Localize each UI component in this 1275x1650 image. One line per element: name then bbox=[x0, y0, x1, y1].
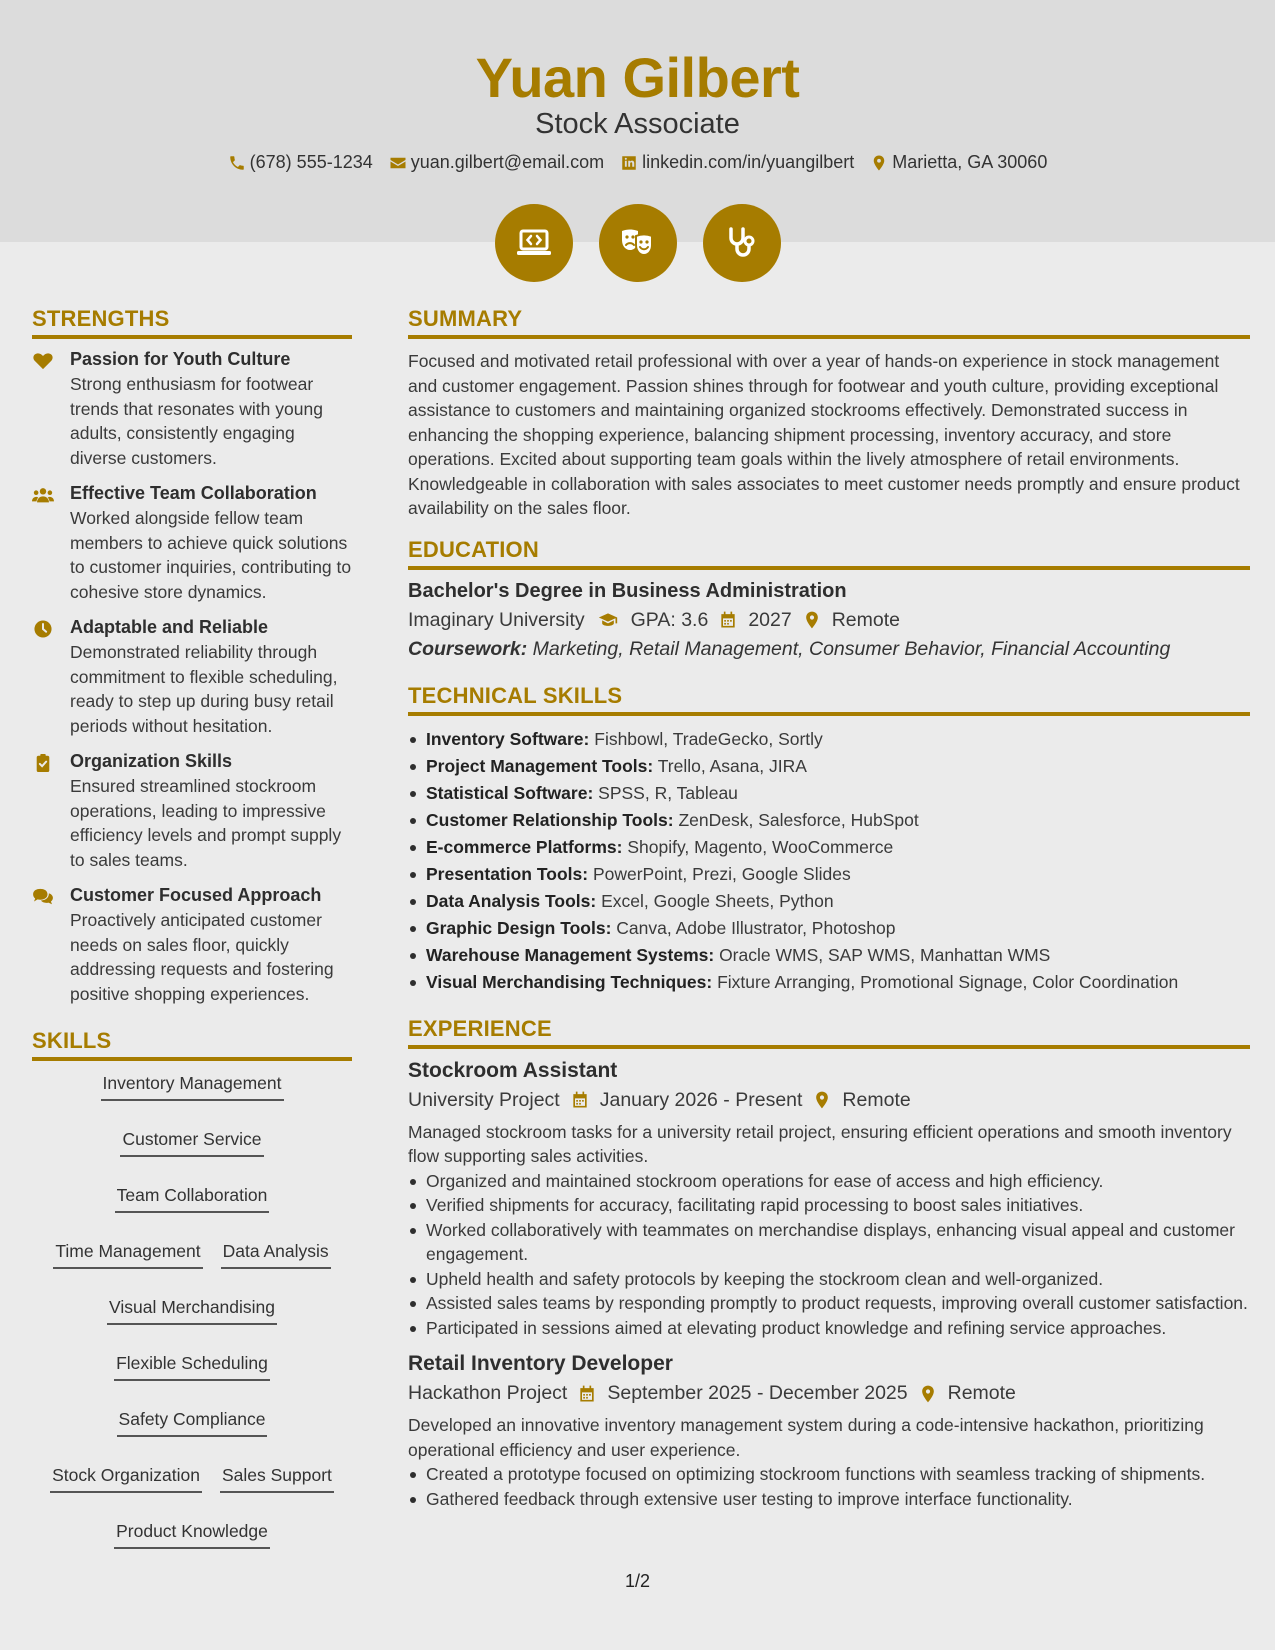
degree-title: Bachelor's Degree in Business Administration bbox=[408, 579, 847, 602]
strength-title: Adaptable and Reliable bbox=[70, 617, 269, 637]
tech-skill-value: Trello, Asana, JIRA bbox=[657, 755, 807, 776]
list-item bbox=[408, 807, 1250, 834]
linkedin-icon bbox=[620, 154, 638, 172]
list-item bbox=[408, 942, 1250, 969]
list-item: Verified shipments for accuracy, facilitating rapid processing to boost sales initiatives. bbox=[408, 1193, 1250, 1218]
badge-row bbox=[0, 204, 1275, 282]
tech-skill-value: Oracle WMS, SAP WMS, Manhattan WMS bbox=[719, 944, 1051, 965]
list-item: Assisted sales teams by responding promptly to product requests, improving overall customer satisfaction. bbox=[408, 1291, 1250, 1316]
job-role: Stockroom Assistant bbox=[408, 1058, 618, 1082]
job-entry bbox=[408, 1059, 1250, 1341]
list-item bbox=[408, 888, 1250, 915]
education-heading: EDUCATION bbox=[408, 537, 1250, 570]
masks-badge bbox=[599, 204, 677, 282]
tech-skill-value: Canva, Adobe Illustrator, Photoshop bbox=[616, 917, 896, 938]
tech-skill-value: Excel, Google Sheets, Python bbox=[601, 890, 834, 911]
job-location: Remote bbox=[947, 1382, 1016, 1404]
skill-tag: Sales Support bbox=[220, 1465, 334, 1493]
strength-title: Passion for Youth Culture bbox=[70, 349, 291, 369]
job-meta bbox=[408, 1382, 1250, 1405]
masks-theater-icon bbox=[618, 223, 658, 263]
job-dates: January 2026 - Present bbox=[599, 1088, 803, 1111]
job-bullets bbox=[408, 1462, 1250, 1511]
calendar-icon bbox=[570, 1090, 590, 1110]
strength-desc: Ensured streamlined stockroom operations, leading to impressive efficiency levels and prompt supply to sales teams. bbox=[70, 776, 342, 870]
list-item bbox=[408, 726, 1250, 753]
tech-skill-value: Fixture Arranging, Promotional Signage, Color Coordination bbox=[717, 971, 1179, 992]
laptop-code-badge bbox=[495, 204, 573, 282]
map-pin-icon bbox=[918, 1384, 938, 1404]
stethoscope-icon bbox=[722, 223, 762, 263]
tech-skill-value: SPSS, R, Tableau bbox=[598, 782, 738, 803]
strength-desc: Demonstrated reliability through commitment to flexible scheduling, ready to step up during busy retail periods without hesitation. bbox=[70, 642, 338, 736]
heart-icon bbox=[32, 352, 54, 370]
candidate-name: Yuan Gilbert bbox=[475, 46, 800, 109]
tech-skill-value: Shopify, Magento, WooCommerce bbox=[627, 836, 894, 857]
skill-tag: Inventory Management bbox=[101, 1073, 284, 1101]
contact-email[interactable] bbox=[389, 152, 604, 173]
job-org: Hackathon Project bbox=[408, 1382, 568, 1404]
tech-skill-label: Statistical Software: bbox=[426, 782, 594, 803]
job-meta bbox=[408, 1089, 1250, 1112]
strength-desc: Strong enthusiasm for footwear trends that resonates with young adults, consistently engaging diverse customers. bbox=[70, 374, 323, 468]
skills-list bbox=[32, 1073, 352, 1549]
skill-tag: Customer Service bbox=[120, 1129, 263, 1157]
technical-skills-list bbox=[408, 726, 1250, 996]
coursework-list: Marketing, Retail Management, Consumer Behavior, Financial Accounting bbox=[532, 637, 1171, 660]
list-item bbox=[408, 780, 1250, 807]
location-text: Marietta, GA 30060 bbox=[892, 152, 1048, 172]
tech-skill-value: PowerPoint, Prezi, Google Slides bbox=[592, 863, 851, 884]
list-item: Upheld health and safety protocols by keeping the stockroom clean and well-organized. bbox=[408, 1267, 1250, 1292]
job-location: Remote bbox=[842, 1088, 911, 1111]
gpa-text: GPA: 3.6 bbox=[630, 608, 709, 631]
strength-item bbox=[32, 483, 352, 604]
education-location: Remote bbox=[831, 608, 900, 631]
email-text: yuan.gilbert@email.com bbox=[410, 152, 605, 172]
skill-tag: Stock Organization bbox=[50, 1465, 202, 1493]
skill-tag: Flexible Scheduling bbox=[114, 1353, 270, 1381]
map-pin-icon bbox=[870, 154, 888, 172]
skills-heading: SKILLS bbox=[32, 1028, 352, 1061]
coursework bbox=[408, 638, 1250, 661]
list-item bbox=[408, 753, 1250, 780]
strength-item bbox=[32, 751, 352, 872]
strength-item bbox=[32, 617, 352, 738]
school-name: Imaginary University bbox=[408, 608, 585, 631]
comments-icon bbox=[32, 888, 54, 906]
job-entry bbox=[408, 1352, 1250, 1511]
job-role: Retail Inventory Developer bbox=[408, 1352, 673, 1375]
tech-skill-label: Warehouse Management Systems: bbox=[426, 944, 715, 965]
strength-title: Organization Skills bbox=[70, 751, 233, 771]
calendar-icon bbox=[718, 610, 738, 630]
calendar-icon bbox=[577, 1384, 597, 1404]
job-bullets bbox=[408, 1169, 1250, 1341]
coursework-label: Coursework: bbox=[408, 637, 528, 660]
technical-skills-heading: TECHNICAL SKILLS bbox=[408, 683, 1250, 716]
page-number: 1/2 bbox=[624, 1571, 651, 1591]
job-description: Managed stockroom tasks for a university retail project, ensuring efficient operations and smooth inventory flow supporting sales activities. bbox=[408, 1121, 1232, 1166]
grad-year: 2027 bbox=[748, 608, 792, 631]
strengths-heading: STRENGTHS bbox=[32, 306, 352, 339]
users-icon bbox=[32, 486, 54, 504]
strength-desc: Proactively anticipated customer needs on sales floor, quickly addressing requests and fostering positive shopping experiences. bbox=[70, 910, 334, 1004]
list-item bbox=[408, 915, 1250, 942]
tech-skill-label: Presentation Tools: bbox=[426, 863, 589, 884]
list-item: Worked collaboratively with teammates on merchandise displays, enhancing visual appeal and customer engagement. bbox=[408, 1218, 1250, 1267]
tech-skill-label: Visual Merchandising Techniques: bbox=[426, 971, 713, 992]
job-org: University Project bbox=[408, 1088, 560, 1111]
list-item bbox=[408, 969, 1250, 996]
tech-skill-label: Graphic Design Tools: bbox=[426, 917, 612, 938]
experience-heading: EXPERIENCE bbox=[408, 1016, 1250, 1049]
list-item: Gathered feedback through extensive user testing to improve interface functionality. bbox=[408, 1487, 1250, 1512]
contact-linkedin[interactable] bbox=[620, 152, 854, 173]
skill-tag: Visual Merchandising bbox=[107, 1297, 277, 1325]
strength-title: Customer Focused Approach bbox=[70, 885, 322, 905]
skill-tag: Safety Compliance bbox=[117, 1409, 268, 1437]
tech-skill-value: ZenDesk, Salesforce, HubSpot bbox=[678, 809, 919, 830]
skill-tag: Team Collaboration bbox=[115, 1185, 270, 1213]
tech-skill-label: Customer Relationship Tools: bbox=[426, 809, 674, 830]
tech-skill-label: Data Analysis Tools: bbox=[426, 890, 597, 911]
job-dates: September 2025 - December 2025 bbox=[607, 1382, 908, 1404]
list-item bbox=[408, 834, 1250, 861]
strength-item bbox=[32, 885, 352, 1006]
clipboard-check-icon bbox=[32, 754, 54, 772]
skill-tag: Data Analysis bbox=[221, 1241, 331, 1269]
list-item: Participated in sessions aimed at elevating product knowledge and refining service approaches. bbox=[408, 1316, 1250, 1341]
tech-skill-label: Inventory Software: bbox=[426, 728, 590, 749]
job-title: Stock Associate bbox=[535, 108, 740, 140]
clock-icon bbox=[32, 620, 54, 638]
tech-skill-value: Fishbowl, TradeGecko, Sortly bbox=[594, 728, 823, 749]
right-column bbox=[408, 306, 1250, 1523]
laptop-code-icon bbox=[514, 223, 554, 263]
linkedin-text: linkedin.com/in/yuangilbert bbox=[642, 152, 855, 172]
strength-item bbox=[32, 349, 352, 470]
skill-tag: Product Knowledge bbox=[114, 1521, 270, 1549]
list-item: Created a prototype focused on optimizing stockroom functions with seamless tracking of shipments. bbox=[408, 1462, 1250, 1487]
stethoscope-badge bbox=[703, 204, 781, 282]
summary-heading: SUMMARY bbox=[408, 306, 1250, 339]
skill-tag: Time Management bbox=[53, 1241, 202, 1269]
list-item: Organized and maintained stockroom operations for ease of access and high efficiency. bbox=[408, 1169, 1250, 1194]
tech-skill-label: Project Management Tools: bbox=[426, 755, 654, 776]
graduation-cap-icon bbox=[595, 610, 621, 630]
contact-phone[interactable] bbox=[228, 152, 373, 173]
map-pin-icon bbox=[812, 1090, 832, 1110]
contact-bar bbox=[0, 152, 1275, 173]
envelope-icon bbox=[389, 154, 407, 172]
summary-text: Focused and motivated retail professional with over a year of hands-on experience in stock management and customer engagement. Passion shines through for footwear and youth culture, providing exceptional assistance to customers and maintaining organized stockrooms effectively. Demonstrated success in enhancing the shopping experience, balancing shipment processing, inventory accuracy, and store operations. Excited about supporting team goals within the lively atmosphere of retail environments. Knowledgeable in collaboration with sales associates to meet customer needs promptly and ensure product availability on the sales floor. bbox=[408, 351, 1240, 518]
tech-skill-label: E-commerce Platforms: bbox=[426, 836, 623, 857]
strength-title: Effective Team Collaboration bbox=[70, 483, 317, 503]
left-column bbox=[32, 306, 352, 1549]
education-meta bbox=[408, 609, 1250, 632]
list-item bbox=[408, 861, 1250, 888]
job-description: Developed an innovative inventory management system during a code-intensive hackathon, prioritizing operational efficiency and user experience. bbox=[408, 1415, 1204, 1460]
strength-desc: Worked alongside fellow team members to achieve quick solutions to customer inquiries, contributing to cohesive store dynamics. bbox=[70, 508, 352, 602]
contact-location bbox=[870, 152, 1047, 173]
phone-text: (678) 555-1234 bbox=[249, 152, 373, 172]
map-pin-icon bbox=[802, 610, 822, 630]
phone-icon bbox=[228, 154, 246, 172]
